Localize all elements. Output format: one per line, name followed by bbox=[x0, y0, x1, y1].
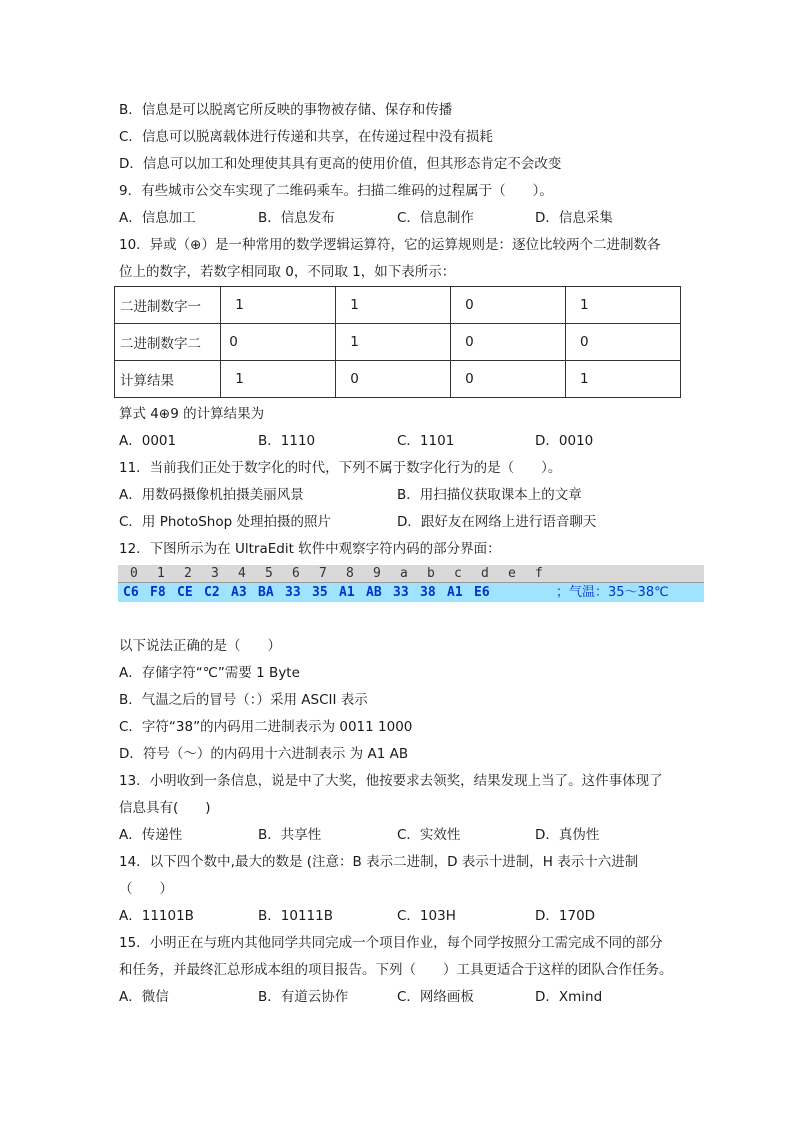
hex-byte: C2 bbox=[204, 585, 220, 600]
hex-byte: F8 bbox=[150, 585, 166, 600]
q14-stem-line1: 14．以下四个数中,最大的数是 (注意：B 表示二进制，D 表示十进制，H 表示十六进制 bbox=[119, 854, 639, 870]
q11-options-row1 bbox=[119, 486, 709, 504]
ruler-label: b bbox=[427, 566, 435, 581]
ruler-label: e bbox=[508, 566, 516, 581]
hex-byte: 33 bbox=[285, 585, 301, 600]
ruler-label: 0 bbox=[130, 566, 138, 581]
hex-byte: 33 bbox=[393, 585, 409, 600]
q13-option-d: D．真伪性 bbox=[535, 827, 600, 843]
ruler-label: 1 bbox=[157, 566, 165, 581]
hex-data-row bbox=[118, 583, 704, 602]
table-cell: 二进制数字二 bbox=[115, 324, 221, 361]
q12-option-b: B．气温之后的冒号（：）采用 ASCII 表示 bbox=[119, 692, 368, 708]
ruler-label: 6 bbox=[292, 566, 300, 581]
ruler-label: 2 bbox=[184, 566, 192, 581]
q10-options bbox=[119, 432, 709, 450]
q9-stem: 9．有些城市公交车实现了二维码乘车。扫描二维码的过程属于（ ）。 bbox=[119, 183, 553, 199]
q15-stem-line1: 15．小明正在与班内其他同学共同完成一个项目作业，每个同学按照分工需完成不同的部分 bbox=[119, 935, 663, 951]
hex-byte: CE bbox=[177, 585, 193, 600]
q15-option-b: B．有道云协作 bbox=[258, 989, 349, 1005]
table-row bbox=[115, 287, 681, 324]
q14-option-b: B．10111B bbox=[258, 908, 333, 924]
table-cell: 0 bbox=[451, 324, 566, 361]
table-cell: 1 bbox=[566, 361, 681, 398]
table-row bbox=[115, 324, 681, 361]
table-cell: 计算结果 bbox=[115, 361, 221, 398]
q9-options bbox=[119, 209, 709, 227]
q12-option-a: A．存储字符“℃”需要 1 Byte bbox=[119, 665, 300, 681]
table-cell: 1 bbox=[221, 361, 336, 398]
q9-option-d: D．信息采集 bbox=[535, 210, 613, 226]
ruler-label: a bbox=[400, 566, 408, 581]
table-cell: 二进制数字一 bbox=[115, 287, 221, 324]
hex-byte: BA bbox=[258, 585, 274, 600]
q12-stem: 12．下图所示为在 UltraEdit 软件中观察字符内码的部分界面： bbox=[119, 541, 501, 557]
q10-option-a: A．0001 bbox=[119, 433, 177, 449]
q15-stem-line2: 和任务，并最终汇总形成本组的项目报告。下列（ ）工具更适合于这样的团队合作任务。 bbox=[119, 962, 673, 978]
q11-option-b: B．用扫描仪获取课本上的文章 bbox=[397, 487, 582, 503]
ruler-label: 7 bbox=[319, 566, 327, 581]
table-row bbox=[115, 361, 681, 398]
q10-stem-line1: 10．异或（⊕）是一种常用的数学逻辑运算符，它的运算规则是：逐位比较两个二进制数各 bbox=[119, 237, 661, 253]
q14-stem-line2: （ ） bbox=[119, 881, 173, 897]
q12-option-d: D．符号（～）的内码用十六进制表示 为 A1 AB bbox=[119, 746, 409, 762]
q13-option-a: A．传递性 bbox=[119, 827, 183, 843]
q12-ask: 以下说法正确的是（ ） bbox=[119, 638, 281, 654]
q13-options bbox=[119, 826, 709, 844]
hex-byte: AB bbox=[366, 585, 382, 600]
hex-text-preview: ；气温：35～38℃ bbox=[556, 585, 669, 600]
q15-option-c: C．网络画板 bbox=[397, 989, 474, 1005]
q13-option-c: C．实效性 bbox=[397, 827, 461, 843]
ruler-label: 4 bbox=[238, 566, 246, 581]
table-cell: 0 bbox=[221, 324, 336, 361]
table-cell: 1 bbox=[336, 287, 451, 324]
q10-stem-line2: 位上的数字，若数字相同取 0，不同取 1，如下表所示： bbox=[119, 264, 456, 280]
q8-option-b: B．信息是可以脱离它所反映的事物被存储、保存和传播 bbox=[119, 102, 453, 118]
table-cell: 1 bbox=[566, 287, 681, 324]
q8-option-d: D．信息可以加工和处理使其具有更高的使用价值，但其形态肯定不会改变 bbox=[119, 156, 562, 172]
hex-byte: E6 bbox=[474, 585, 490, 600]
q10-formula: 算式 4⊕9 的计算结果为 bbox=[119, 406, 265, 422]
q15-option-a: A．微信 bbox=[119, 989, 169, 1005]
ruler-label: c bbox=[454, 566, 462, 581]
xor-table bbox=[114, 286, 681, 398]
table-cell: 0 bbox=[451, 361, 566, 398]
table-cell: 0 bbox=[336, 361, 451, 398]
q9-option-b: B．信息发布 bbox=[258, 210, 335, 226]
hex-column-ruler bbox=[118, 565, 704, 583]
q11-option-a: A．用数码摄像机拍摄美丽风景 bbox=[119, 487, 304, 503]
ruler-label: 8 bbox=[346, 566, 354, 581]
q10-option-c: C．1101 bbox=[397, 433, 455, 449]
ruler-label: 3 bbox=[211, 566, 219, 581]
q14-option-d: D．170D bbox=[535, 908, 596, 924]
ruler-label: 5 bbox=[265, 566, 273, 581]
q11-option-d: D．跟好友在网络上进行语音聊天 bbox=[397, 514, 597, 530]
q9-option-a: A．信息加工 bbox=[119, 210, 196, 226]
q13-stem-line2: 信息具有( ) bbox=[119, 800, 211, 816]
q12-option-c: C．字符“38”的内码用二进制表示为 0011 1000 bbox=[119, 719, 413, 735]
q15-option-d: D．Xmind bbox=[535, 989, 603, 1005]
q14-options bbox=[119, 907, 709, 925]
q9-option-c: C．信息制作 bbox=[397, 210, 474, 226]
q10-option-b: B．1110 bbox=[258, 433, 316, 449]
ultraedit-hex-view bbox=[118, 565, 704, 601]
q11-option-c: C．用 PhotoShop 处理拍摄的照片 bbox=[119, 514, 331, 530]
hex-byte: A1 bbox=[447, 585, 463, 600]
table-cell: 1 bbox=[221, 287, 336, 324]
q10-option-d: D．0010 bbox=[535, 433, 594, 449]
q14-option-c: C．103H bbox=[397, 908, 456, 924]
hex-byte: 38 bbox=[420, 585, 436, 600]
ruler-label: f bbox=[535, 566, 543, 581]
hex-byte: C6 bbox=[123, 585, 139, 600]
table-cell: 1 bbox=[336, 324, 451, 361]
hex-byte: A1 bbox=[339, 585, 355, 600]
hex-byte: A3 bbox=[231, 585, 247, 600]
ruler-label: 9 bbox=[373, 566, 381, 581]
q13-stem-line1: 13．小明收到一条信息，说是中了大奖，他按要求去领奖，结果发现上当了。这件事体现了 bbox=[119, 773, 663, 789]
table-cell: 0 bbox=[451, 287, 566, 324]
q15-options bbox=[119, 988, 709, 1006]
q14-option-a: A．11101B bbox=[119, 908, 194, 924]
table-cell: 0 bbox=[566, 324, 681, 361]
ruler-label: d bbox=[481, 566, 489, 581]
q8-option-c: C．信息可以脱离载体进行传递和共享，在传递过程中没有损耗 bbox=[119, 129, 493, 145]
q13-option-b: B．共享性 bbox=[258, 827, 322, 843]
hex-byte: 35 bbox=[312, 585, 328, 600]
q11-stem: 11．当前我们正处于数字化的时代，下列不属于数字化行为的是（ ）。 bbox=[119, 460, 562, 476]
q11-options-row2 bbox=[119, 513, 709, 531]
